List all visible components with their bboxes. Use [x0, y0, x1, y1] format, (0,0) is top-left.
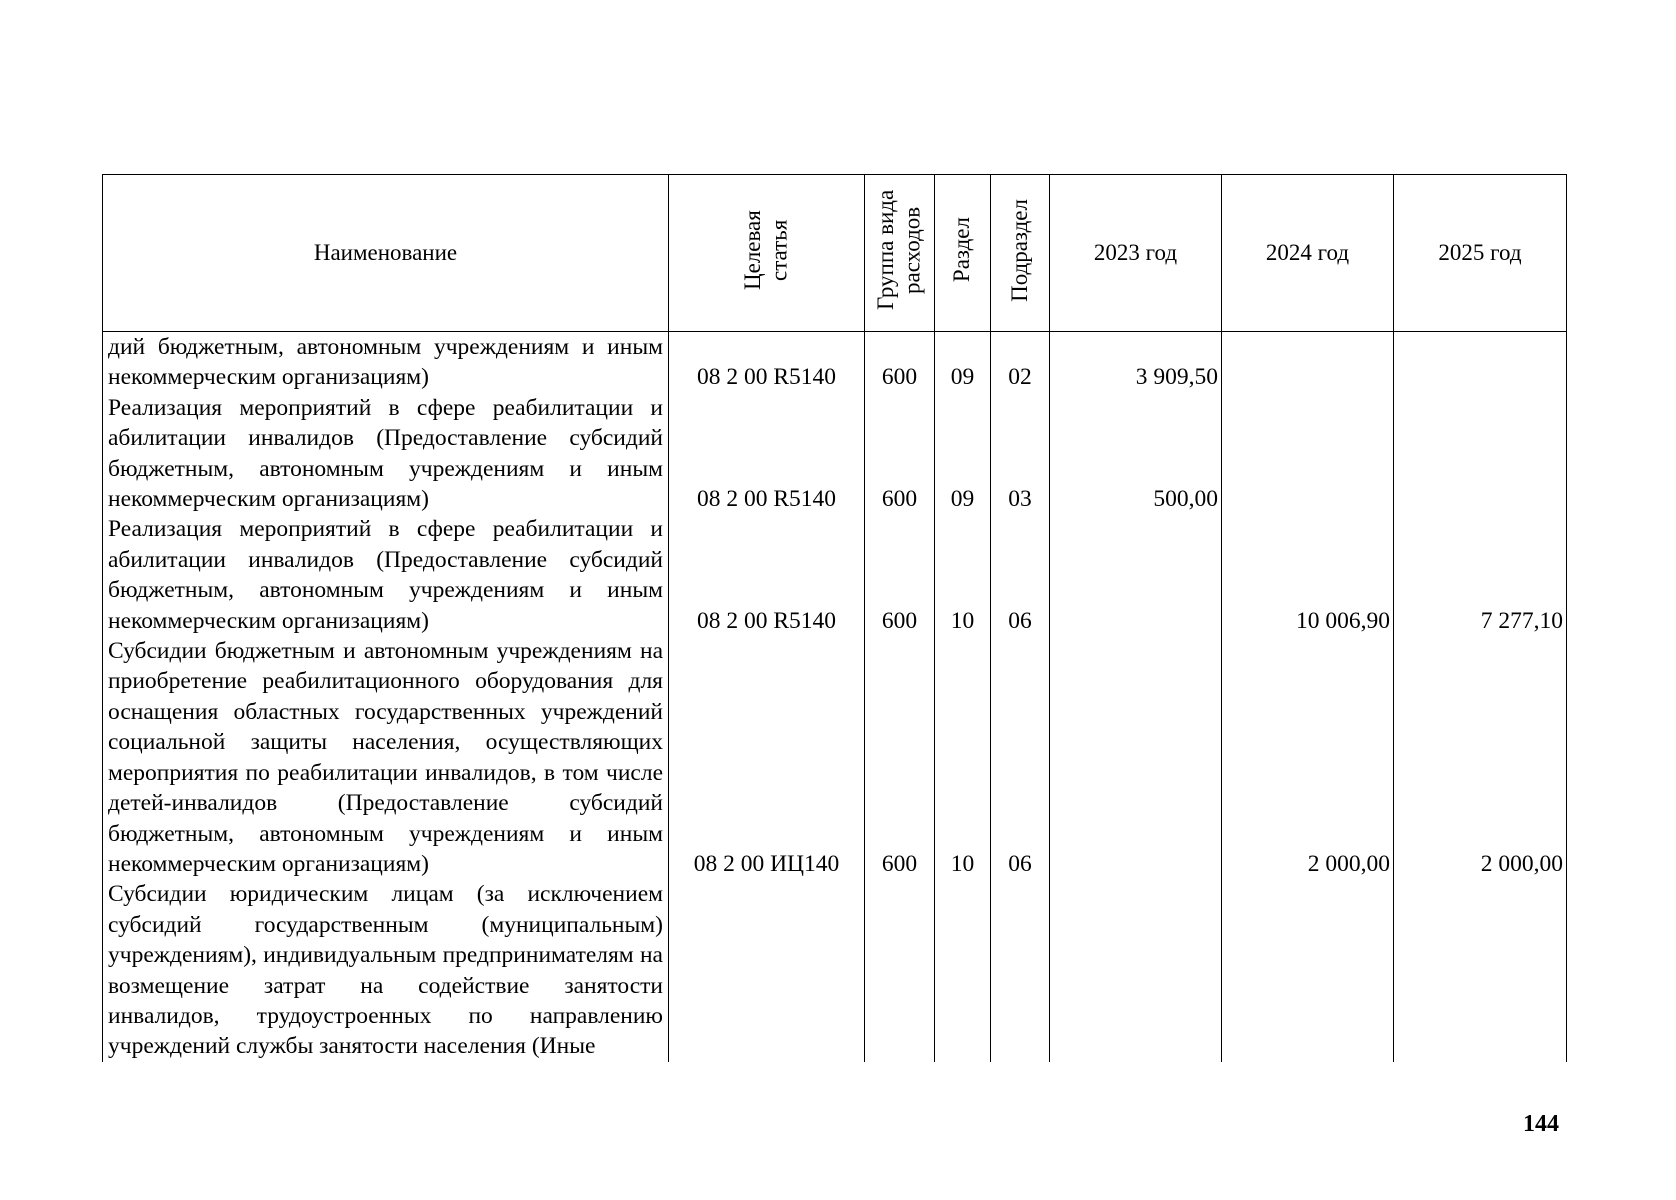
row-year-2024: 2 000,00 — [1222, 636, 1394, 879]
row-year-2024 — [1222, 393, 1394, 515]
row-section: 10 — [935, 514, 991, 636]
row-target-article: 08 2 00 R5140 — [669, 332, 865, 393]
header-target-article — [669, 175, 865, 332]
row-expense-group — [865, 879, 935, 1061]
row-year-2025 — [1394, 332, 1567, 393]
row-expense-group: 600 — [865, 514, 935, 636]
row-year-2025: 7 277,10 — [1394, 514, 1567, 636]
row-expense-group: 600 — [865, 332, 935, 393]
table-row — [103, 514, 1567, 636]
row-year-2024 — [1222, 332, 1394, 393]
row-subsection — [991, 879, 1050, 1061]
page-number: 144 — [1523, 1111, 1559, 1137]
header-year-2024-label: 2024 год — [1265, 240, 1350, 265]
header-expense-group-label: Группа вида расходов — [873, 189, 925, 311]
row-year-2025 — [1394, 393, 1567, 515]
row-expense-group: 600 — [865, 393, 935, 515]
header-year-2025-label: 2025 год — [1438, 240, 1522, 265]
row-section: 09 — [935, 332, 991, 393]
row-name: дий бюджетным, автономным учреждениям и иным некоммерческим организациям) — [103, 332, 669, 393]
header-year-2023-label: 2023 год — [1093, 240, 1178, 265]
header-section — [935, 175, 991, 332]
budget-table — [102, 174, 1567, 1062]
row-section: 09 — [935, 393, 991, 515]
header-target-article-label: Целевая статья — [740, 210, 792, 290]
row-year-2023: 3 909,50 — [1050, 332, 1222, 393]
row-year-2023 — [1050, 879, 1222, 1061]
header-year-2024 — [1222, 175, 1394, 332]
row-year-2025: 2 000,00 — [1394, 636, 1567, 879]
row-name: Реализация мероприятий в сфере реабилитации и абилитации инвалидов (Предоставление субсидий бюджетным, автономным учреждениям и иным некоммерческим организациям) — [103, 393, 669, 515]
row-name: Субсидии юридическим лицам (за исключением субсидий государственным (муниципальным) учреждениям), индивидуальным предпринимателям на возмещение затрат на содействие занятости инвалидов, трудоустроенных по направлению учреждений службы занятости населения (Иные — [103, 879, 669, 1061]
row-subsection: 06 — [991, 514, 1050, 636]
row-name: Субсидии бюджетным и автономным учреждениям на приобретение реабилитационного оборудования для оснащения областных государственных учреждений социальной защиты населения, осуществляющих мероприятия по реабилитации инвалидов, в том числе детей-инвалидов (Предоставление субсидий бюджетным, автономным учреждениям и иным некоммерческим организациям) — [103, 636, 669, 879]
table-row — [103, 393, 1567, 515]
row-subsection: 02 — [991, 332, 1050, 393]
row-section: 10 — [935, 636, 991, 879]
header-name — [103, 175, 669, 332]
header-year-2023 — [1050, 175, 1222, 332]
row-year-2023 — [1050, 636, 1222, 879]
header-year-2025 — [1394, 175, 1567, 332]
header-expense-group — [865, 175, 935, 332]
header-subsection — [991, 175, 1050, 332]
row-section — [935, 879, 991, 1061]
row-name: Реализация мероприятий в сфере реабилитации и абилитации инвалидов (Предоставление субсидий бюджетным, автономным учреждениям и иным некоммерческим организациям) — [103, 514, 669, 636]
row-year-2024: 10 006,90 — [1222, 514, 1394, 636]
row-target-article: 08 2 00 R5140 — [669, 514, 865, 636]
row-target-article: 08 2 00 R5140 — [669, 393, 865, 515]
table-row — [103, 636, 1567, 879]
row-year-2025 — [1394, 879, 1567, 1061]
row-year-2023: 500,00 — [1050, 393, 1222, 515]
header-name-label: Наименование — [313, 240, 458, 265]
row-target-article: 08 2 00 ИЦ140 — [669, 636, 865, 879]
header-subsection-label: Подраздел — [1006, 198, 1032, 302]
row-expense-group: 600 — [865, 636, 935, 879]
table-row — [103, 332, 1567, 393]
row-year-2023 — [1050, 514, 1222, 636]
table-row — [103, 879, 1567, 1061]
row-subsection: 03 — [991, 393, 1050, 515]
row-year-2024 — [1222, 879, 1394, 1061]
table-header-row — [103, 175, 1567, 332]
header-section-label: Раздел — [949, 217, 975, 283]
row-subsection: 06 — [991, 636, 1050, 879]
row-target-article — [669, 879, 865, 1061]
